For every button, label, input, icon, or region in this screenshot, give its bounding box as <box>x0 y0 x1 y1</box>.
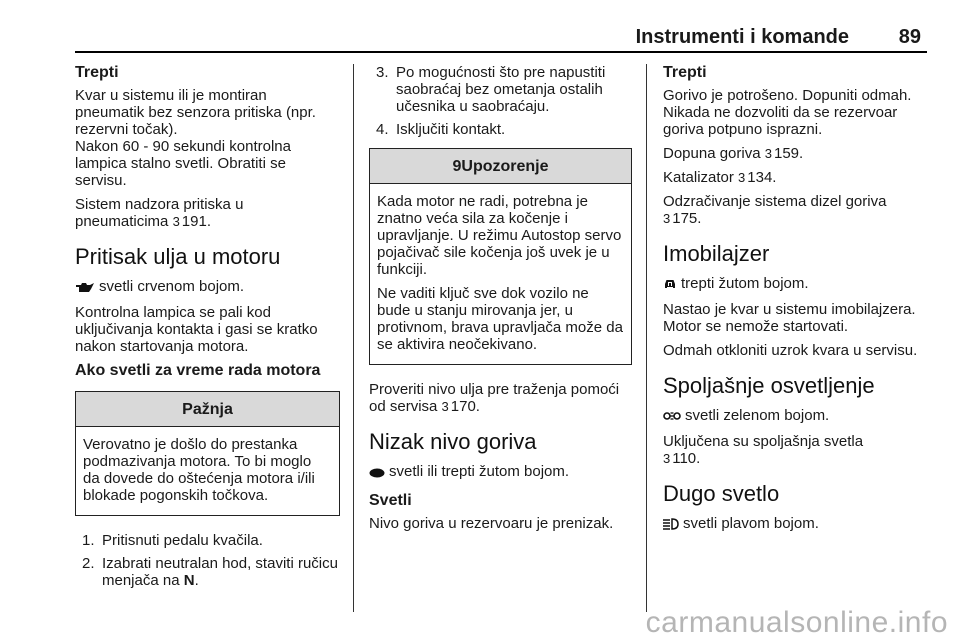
watermark: carmanualsonline.info <box>645 606 948 639</box>
warning-triangle-icon: 9 <box>452 158 462 175</box>
warning-title: 9Upozorenje <box>370 149 631 184</box>
page-number: 89 <box>898 26 921 48</box>
list-item: 1. Pritisnuti pedalu kvačila. <box>82 532 263 549</box>
ref-arrow-icon: 3 <box>764 146 772 161</box>
list-item: 4. Isključiti kontakt. <box>376 121 506 138</box>
ref-arrow-icon: 3 <box>441 399 449 414</box>
section-heading: Spoljašnje osvetljenje <box>663 373 875 398</box>
lamp-description: svetli zelenom bojom. <box>663 407 928 426</box>
column-divider <box>353 64 354 612</box>
oil-can-icon <box>75 280 95 297</box>
paragraph: Nakon 60 - 90 sekundi kontrolna lampica stalno svetli. Obratiti se servisu. <box>75 138 291 189</box>
cross-reference: Katalizator 3 134. <box>663 169 777 186</box>
list-item: 3. Po mogućnosti što pre napustiti saobraćaj bez ometanja ostalih učesnika u saobraćaju. <box>376 64 606 115</box>
notice-body: Verovatno je došlo do prestanka podmazivanja motora. To bi moglo da dovede do oštećenja motora i/ili blokade pogonskih točkova. <box>83 436 315 504</box>
cross-reference: Sistem nadzora pritiska u pneumaticima 3 191. <box>75 196 244 230</box>
section-heading: Nizak nivo goriva <box>369 429 537 454</box>
paragraph: Odmah otkloniti uzrok kvara u servisu. <box>663 342 918 359</box>
high-beam-icon <box>663 517 679 534</box>
column-3 <box>663 64 928 541</box>
immobilizer-car-key-icon <box>663 277 677 294</box>
fuel-icon <box>369 465 385 482</box>
paragraph: Kontrolna lampica se pali kod uključivanja kontakta i gasi se kratko nakon startovanja motora. <box>75 304 318 355</box>
paragraph: Gorivo je potrošeno. Dopuniti odmah. Nikada ne dozvoliti da se rezervoar goriva potpuno isprazni. <box>663 87 912 138</box>
side-lights-icon <box>663 409 681 426</box>
paragraph: Nastao je kvar u sistemu imobilajzera. Motor se nemože startovati. <box>663 301 916 335</box>
cross-reference: Odzračivanje sistema dizel goriva 3 175. <box>663 193 887 227</box>
header-rule <box>75 51 927 53</box>
ref-arrow-icon: 3 <box>663 451 671 466</box>
column-2 <box>369 64 632 539</box>
lamp-description: svetli crvenom bojom. <box>75 278 340 297</box>
section-heading: Pritisak ulja u motoru <box>75 244 281 269</box>
subheading-trepti: Trepti <box>663 64 707 81</box>
section-heading: Dugo svetlo <box>663 481 780 506</box>
warning-box <box>369 148 632 365</box>
ref-arrow-icon: 3 <box>738 170 746 185</box>
page-header <box>75 24 927 52</box>
cross-reference: 3 110. <box>663 450 701 467</box>
column-divider <box>646 64 647 612</box>
paragraph: Nivo goriva u rezervoaru je prenizak. <box>369 515 614 532</box>
cross-reference: Proveriti nivo ulja pre traženja pomoći od servisa 3 170. <box>369 381 620 415</box>
warning-body: Kada motor ne radi, potrebna je znatno veća sila za kočenje i upravljanje. U režimu Autostop servo pojačivač sile kočenja još uvek je u funkciji. Ne vaditi ključ sve dok vozilo ne bude u stanju mirovanja jer, u protivnom, brava upravljača može da se aktivira neočekivano. <box>377 193 623 353</box>
ref-arrow-icon: 3 <box>663 211 671 226</box>
paragraph: Uključena su spoljašnja svetla <box>663 433 864 450</box>
notice-title: Pažnja <box>76 392 339 427</box>
paragraph: Kvar u sistemu ili je montiran pneumatik bez senzora pritiska (npr. rezervni točak). <box>75 87 316 138</box>
cross-reference: Dopuna goriva 3 159. <box>663 145 804 162</box>
lamp-description: svetli ili trepti žutom bojom. <box>369 463 632 482</box>
subheading: Ako svetli za vreme rada motora <box>75 362 321 379</box>
section-heading: Imobilajzer <box>663 241 770 266</box>
subheading-trepti: Trepti <box>75 64 119 81</box>
column-1 <box>75 64 340 597</box>
steps-list <box>75 532 340 589</box>
list-item: 2. Izabrati neutralan hod, staviti ručicu menjača na N. <box>82 555 338 589</box>
lamp-description: svetli plavom bojom. <box>663 515 928 534</box>
lamp-description: trepti žutom bojom. <box>663 275 928 294</box>
notice-box <box>75 391 340 516</box>
subheading-svetli: Svetli <box>369 492 412 509</box>
section-title: Instrumenti i komande <box>635 26 849 48</box>
steps-list <box>369 64 632 138</box>
ref-arrow-icon: 3 <box>172 214 180 229</box>
